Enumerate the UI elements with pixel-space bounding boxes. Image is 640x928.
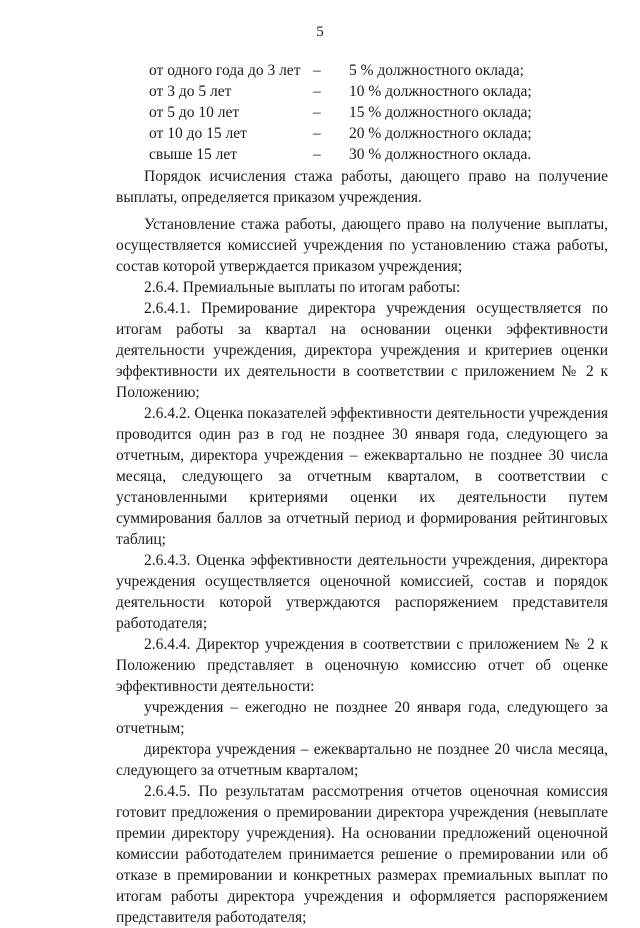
paragraph-service-calculation: Порядок исчисления стажа работы, дающего право на получение выплаты, определяется приказом учреждения. [116, 168, 608, 206]
paragraph-2-6-4-1: 2.6.4.1. Премирование директора учреждения осуществляется по итогам работы за квартал на основании оценки эффективности деятельности учреждения, директора учреждения и критериев оценки эффективности их деятельности в соответствии с приложением № 2 к Положению; [116, 300, 608, 401]
length-of-service-scale [149, 60, 532, 165]
scale-dash: – [313, 83, 321, 100]
scale-dash: – [313, 146, 321, 163]
scale-dash: – [313, 104, 321, 121]
scale-period: от 5 до 10 лет [149, 104, 240, 121]
scale-amount: 10 % должностного оклада; [349, 83, 532, 100]
page-number: 5 [316, 24, 324, 40]
scale-amount: 15 % должностного оклада; [349, 104, 532, 121]
scale-row [149, 81, 532, 102]
paragraph-2-6-4-3: 2.6.4.3. Оценка эффективности деятельности учреждения, директора учреждения осуществляется оценочной комиссией, состав и порядок деятельности которой утверждаются распоряжением представителя работодателя; [116, 552, 608, 632]
paragraph-2-6-4-4: 2.6.4.4. Директор учреждения в соответствии с приложением № 2 к Положению представляет в оценочную комиссию отчет об оценке эффективности деятельности: [116, 636, 608, 695]
scale-amount: 5 % должностного оклада; [349, 62, 524, 79]
scale-period: от одного года до 3 лет [149, 62, 301, 79]
scale-row [149, 123, 532, 144]
scale-dash: – [313, 125, 321, 142]
paragraph-director-deadline: директора учреждения – ежеквартально не позднее 20 числа месяца, следующего за отчетным кварталом; [116, 741, 608, 779]
paragraph-service-commission: Установление стажа работы, дающего право на получение выплаты, осуществляется комиссией учреждения по установлению стажа работы, состав которой утверждается приказом учреждения; [116, 216, 608, 275]
scale-row [149, 144, 532, 165]
paragraph-2-6-4-5: 2.6.4.5. По результатам рассмотрения отчетов оценочная комиссия готовит предложения о премировании директора учреждения (невыплате премии директору учреждения). На основании предложений оценочной комиссии работодателем принимается решение о премировании или об отказе в премировании и конкретных размерах премиальных выплат по итогам работы директора учреждения и оформляется распоряжением представителя работодателя; [116, 783, 608, 926]
scale-amount: 20 % должностного оклада; [349, 125, 532, 142]
scale-amount: 30 % должностного оклада. [349, 146, 532, 163]
paragraph-institution-deadline: учреждения – ежегодно не позднее 20 января года, следующего за отчетным; [116, 699, 608, 737]
scale-period: от 3 до 5 лет [149, 83, 232, 100]
paragraph-2-6-4: 2.6.4. Премиальные выплаты по итогам работы: [144, 279, 461, 296]
document-body [116, 166, 608, 928]
scale-period: свыше 15 лет [149, 146, 238, 163]
scale-dash: – [313, 62, 321, 79]
scale-row [149, 102, 532, 123]
scale-period: от 10 до 15 лет [149, 125, 247, 142]
paragraph-2-6-4-2: 2.6.4.2. Оценка показателей эффективности деятельности учреждения проводится один раз в год не позднее 30 января года, следующего за отчетным, директора учреждения – ежеквартально не позднее 30 числа месяца, следующего за отчетным кварталом, в соответствии с установленными критериями оценки их деятельности путем суммирования баллов за отчетный период и формирования рейтинговых таблиц; [116, 405, 608, 548]
scale-row [149, 60, 532, 81]
